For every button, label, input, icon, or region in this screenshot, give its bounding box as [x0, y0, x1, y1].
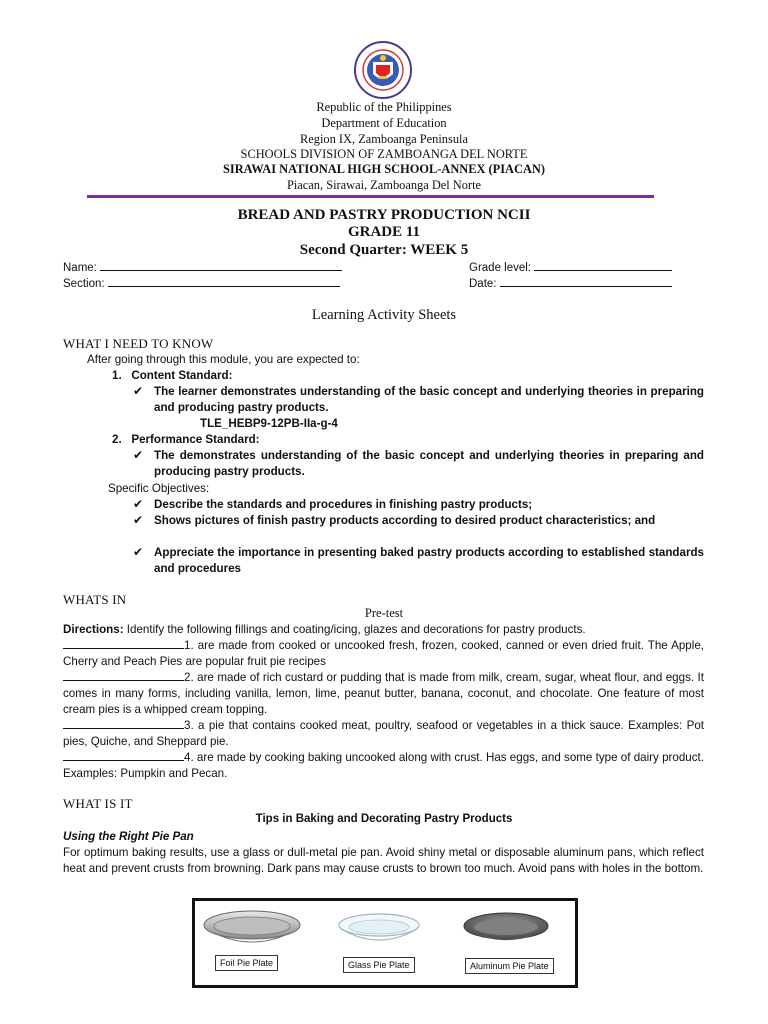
aluminum-pie-plate-label: Aluminum Pie Plate — [465, 958, 554, 974]
content-standard-text: The learner demonstrates understanding of the basic concept and underlying theories in preparing and producing pastry products. — [154, 385, 704, 414]
glass-pie-plate-label: Glass Pie Plate — [343, 957, 415, 973]
header-region: Region IX, Zamboanga Peninsula — [300, 132, 468, 146]
name-field[interactable] — [63, 260, 342, 274]
module-intro: After going through this module, you are expected to: — [87, 353, 360, 366]
pretest-title: Pre-test — [364, 606, 404, 620]
foil-pie-plate-image — [201, 907, 303, 951]
grade-level-field[interactable] — [469, 260, 672, 274]
question-1-text: 1. are made from cooked or uncooked fresh, frozen, cooked, canned or even dried fruit. The Apple, Cherry and Peach Pies are popular fruit pie recipes — [63, 639, 704, 668]
deped-seal-logo — [353, 40, 413, 100]
performance-standard-label: 2. Performance Standard: — [112, 433, 260, 446]
directions — [63, 622, 703, 638]
glass-pie-plate-image — [335, 911, 423, 951]
sheet-title: Learning Activity Sheets — [311, 307, 457, 323]
question-2-text: 2. are made of rich custard or pudding that is made from milk, cream, sugar, wheat flour, and eggs. It comes in many forms, including vanilla, lemon, lime, peanut butter, banana, coconut, and chocolate. One feature of most cream pies is a whipped cream topping. — [63, 671, 704, 716]
answer-blank-2[interactable] — [63, 670, 184, 681]
section-field[interactable] — [63, 276, 340, 290]
check-icon: ✔ — [133, 384, 144, 398]
question-3 — [63, 718, 704, 750]
content-standard-label: 1. Content Standard: — [112, 369, 233, 382]
header-school: SIRAWAI NATIONAL HIGH SCHOOL-ANNEX (PIACAN) — [223, 162, 545, 176]
course-title: BREAD AND PASTRY PRODUCTION NCII — [237, 207, 531, 223]
directions-text: Identify the following fillings and coating/icing, glazes and decorations for pastry products. — [123, 623, 586, 636]
whats-in-heading: WHATS IN — [63, 592, 127, 607]
header-address: Piacan, Sirawai, Zamboanga Del Norte — [286, 178, 482, 192]
question-2 — [63, 670, 704, 718]
date-blank[interactable] — [500, 276, 672, 287]
answer-blank-1[interactable] — [63, 638, 184, 649]
pie-pan-paragraph: For optimum baking results, use a glass or dull-metal pie pan. Avoid shiny metal or disposable aluminum pans, which reflect heat and prevent crusts from browning. Dark pans may cause crusts to brown too much. Avoid pans with holes in the bottom. — [63, 846, 704, 875]
section-blank[interactable] — [108, 276, 340, 287]
directions-label: Directions: — [63, 623, 124, 636]
question-4-text: 4. are made by cooking baking uncooked along with crust. Has eggs, and some type of dairy product. Examples: Pumpkin and Pecan. — [63, 751, 704, 780]
aluminum-pie-plate-image — [461, 909, 551, 951]
answer-blank-4[interactable] — [63, 750, 184, 761]
header-department: Department of Education — [321, 116, 447, 130]
check-icon: ✔ — [133, 448, 144, 462]
header-division: SCHOOLS DIVISION OF ZAMBOANGA DEL NORTE — [240, 147, 528, 161]
objectives-label: Specific Objectives: — [108, 482, 210, 495]
what-is-it-heading: WHAT IS IT — [63, 796, 133, 811]
date-field[interactable] — [469, 276, 672, 290]
name-blank[interactable] — [100, 260, 342, 271]
grade-level-label: Grade level: — [469, 262, 532, 274]
pie-pan-subhead: Using the Right Pie Pan — [63, 830, 194, 843]
check-icon: ✔ — [133, 497, 144, 511]
pie-pan-figure — [192, 898, 578, 988]
name-label: Name: — [63, 262, 97, 274]
grade-title: GRADE 11 — [347, 224, 421, 240]
question-4 — [63, 750, 704, 782]
tips-title: Tips in Baking and Decorating Pastry Products — [255, 813, 513, 825]
grade-level-blank[interactable] — [534, 260, 672, 271]
objective-1: Describe the standards and procedures in finishing pastry products; — [154, 498, 533, 511]
question-3-text: 3. a pie that contains cooked meat, poultry, seafood or vegetables in a thick sauce. Examples: Pot pies, Quiche, and Sheppard pie. — [63, 719, 704, 748]
what-i-need-heading: WHAT I NEED TO KNOW — [63, 336, 214, 351]
answer-blank-3[interactable] — [63, 718, 184, 729]
check-icon: ✔ — [133, 545, 144, 559]
check-icon: ✔ — [133, 513, 144, 527]
date-label: Date: — [469, 278, 497, 290]
question-1 — [63, 638, 704, 670]
foil-pie-plate-label: Foil Pie Plate — [215, 955, 278, 971]
quarter-title: Second Quarter: WEEK 5 — [299, 242, 469, 258]
competency-code: TLE_HEBP9-12PB-IIa-g-4 — [200, 417, 338, 430]
objective-3: Appreciate the importance in presenting baked pastry products according to established standards and procedures — [154, 546, 704, 575]
objective-2: Shows pictures of finish pastry products according to desired product characteristics; and — [154, 514, 656, 527]
section-label: Section: — [63, 278, 105, 290]
header-republic: Republic of the Philippines — [316, 100, 452, 114]
performance-standard-text: The demonstrates understanding of the basic concept and underlying theories in preparing and producing pastry products. — [154, 449, 704, 478]
header-divider — [87, 195, 654, 198]
